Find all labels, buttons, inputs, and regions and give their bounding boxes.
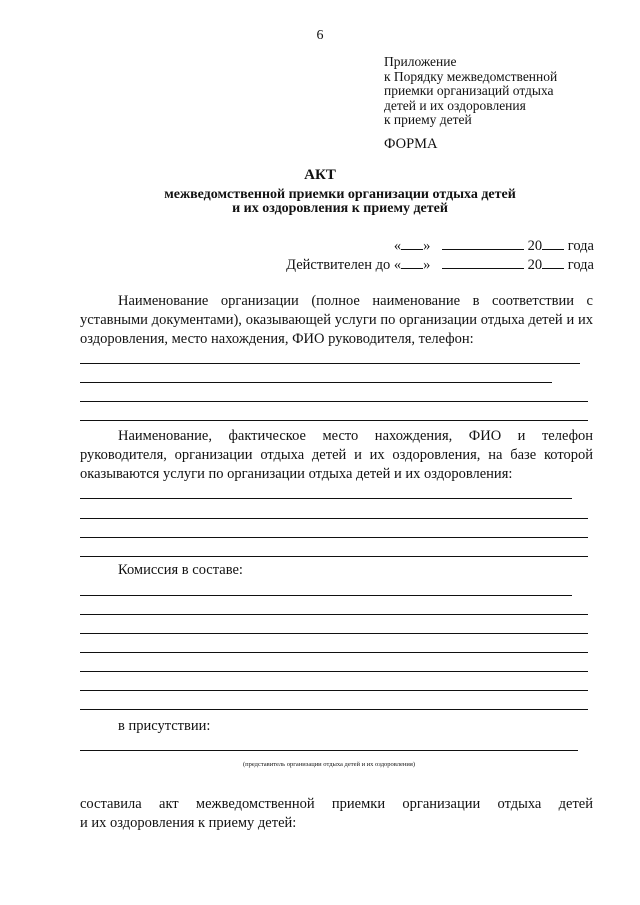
commission-line[interactable] <box>80 671 588 672</box>
year-field[interactable] <box>542 237 564 250</box>
commission-line[interactable] <box>80 709 588 710</box>
valid-day-field[interactable] <box>401 256 423 269</box>
valid-year-suffix: года <box>567 257 594 273</box>
month-field[interactable] <box>442 237 524 250</box>
presence-line[interactable] <box>80 750 578 751</box>
valid-open-quote: « <box>393 257 402 273</box>
presence-label: в присутствии: <box>118 718 211 734</box>
year-suffix: года <box>567 238 594 254</box>
section-1-body: Наименование организации (полное наименование в соответствии с уставными документами), оказывающей услуги по организации отдыха детей и их оздоровления, место нахождения, ФИО руководителя, телефон: <box>80 293 593 347</box>
fill-line[interactable] <box>80 363 580 364</box>
subtitle-line-2: и их оздоровления к приему детей <box>232 201 448 216</box>
valid-month-field[interactable] <box>442 256 524 269</box>
closing-line-1: составила акт межведомственной приемки организации отдыха детей <box>80 796 593 812</box>
appendix-line: к приему детей <box>384 112 472 127</box>
document-subtitle <box>0 188 640 216</box>
appendix-line: Приложение <box>384 54 457 69</box>
commission-line[interactable] <box>80 595 572 596</box>
fill-line[interactable] <box>80 420 588 421</box>
section-2-body: Наименование, фактическое место нахождения, ФИО и телефон руководителя, организации отдыха детей и их оздоровления, на базе которой оказываются услуги по организации отдыха детей и их оздоровления: <box>80 428 593 482</box>
document-title: АКТ <box>304 167 336 183</box>
appendix-line: приемки организаций отдыха <box>384 83 554 98</box>
valid-until-label: Действителен до <box>286 257 391 273</box>
appendix-block <box>384 55 557 128</box>
closing-line-2: и их оздоровления к приему детей: <box>80 815 297 831</box>
fill-line[interactable] <box>80 556 588 557</box>
date-row <box>394 237 594 255</box>
commission-label: Комиссия в составе: <box>118 562 243 578</box>
appendix-line: детей и их оздоровления <box>384 97 526 113</box>
fill-line[interactable] <box>80 498 572 499</box>
date-close-quote: » <box>423 238 431 254</box>
fill-line[interactable] <box>80 537 588 538</box>
day-field[interactable] <box>401 237 423 250</box>
valid-until-row <box>286 256 594 274</box>
fill-line[interactable] <box>80 401 588 402</box>
section-1-text <box>80 292 593 349</box>
fill-line[interactable] <box>80 518 588 519</box>
page-number: 6 <box>316 28 324 43</box>
valid-close-quote: » <box>423 257 431 273</box>
commission-line[interactable] <box>80 633 588 634</box>
appendix-line: к Порядку межведомственной <box>384 68 558 84</box>
closing-text <box>80 795 593 833</box>
valid-year-prefix: 20 <box>527 257 543 273</box>
commission-line[interactable] <box>80 652 588 653</box>
section-2-text <box>80 427 593 484</box>
form-label: ФОРМА <box>384 136 438 152</box>
presence-caption: (представитель организации отдыха детей и их оздоровления) <box>242 761 416 768</box>
date-open-quote: « <box>393 238 402 254</box>
valid-year-field[interactable] <box>542 256 564 269</box>
commission-line[interactable] <box>80 614 588 615</box>
subtitle-line-1: межведомственной приемки организации отдыха детей <box>164 187 516 202</box>
commission-line[interactable] <box>80 690 588 691</box>
year-prefix: 20 <box>527 238 543 254</box>
fill-line[interactable] <box>80 382 552 383</box>
